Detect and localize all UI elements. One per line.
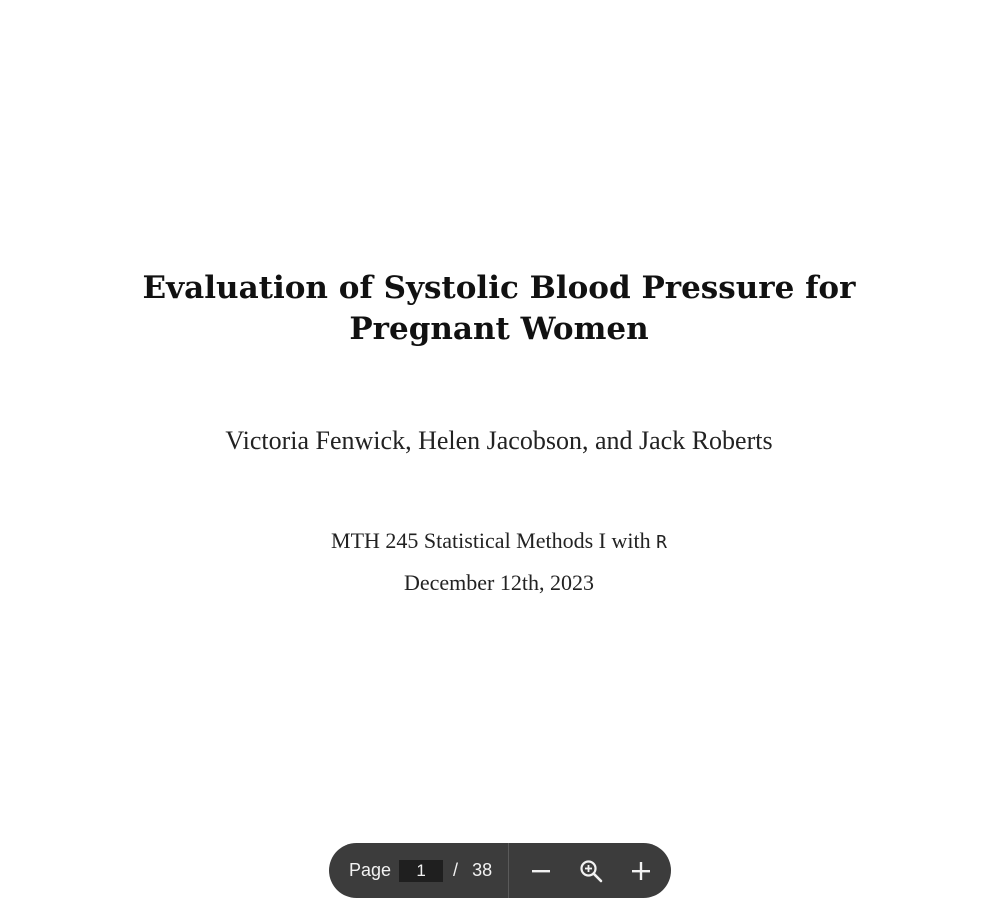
zoom-in-button[interactable] — [621, 851, 661, 891]
zoom-controls — [509, 843, 671, 898]
page-separator: / — [453, 860, 459, 880]
page-navigation — [329, 843, 508, 898]
document-date: December 12th, 2023 — [404, 570, 594, 595]
minus-icon — [531, 861, 551, 881]
plus-icon — [631, 861, 651, 881]
page-label: Page — [349, 860, 392, 880]
document-title-line-1: Evaluation of Systolic Blood Pressure for — [142, 270, 856, 306]
zoom-magnifier-icon — [579, 859, 603, 883]
page-total: 38 — [472, 860, 493, 880]
course-software: R — [656, 532, 667, 553]
zoom-out-button[interactable] — [521, 851, 561, 891]
document-title — [100, 268, 898, 350]
document-title-line-2: Pregnant Women — [349, 311, 649, 347]
document-course — [100, 524, 898, 560]
page-number-input[interactable] — [399, 860, 443, 882]
document-authors: Victoria Fenwick, Helen Jacobson, and Jack Roberts — [225, 426, 773, 455]
pdf-toolbar — [329, 843, 671, 898]
fit-zoom-button[interactable] — [571, 851, 611, 891]
course-text: MTH 245 Statistical Methods I with — [331, 528, 651, 553]
